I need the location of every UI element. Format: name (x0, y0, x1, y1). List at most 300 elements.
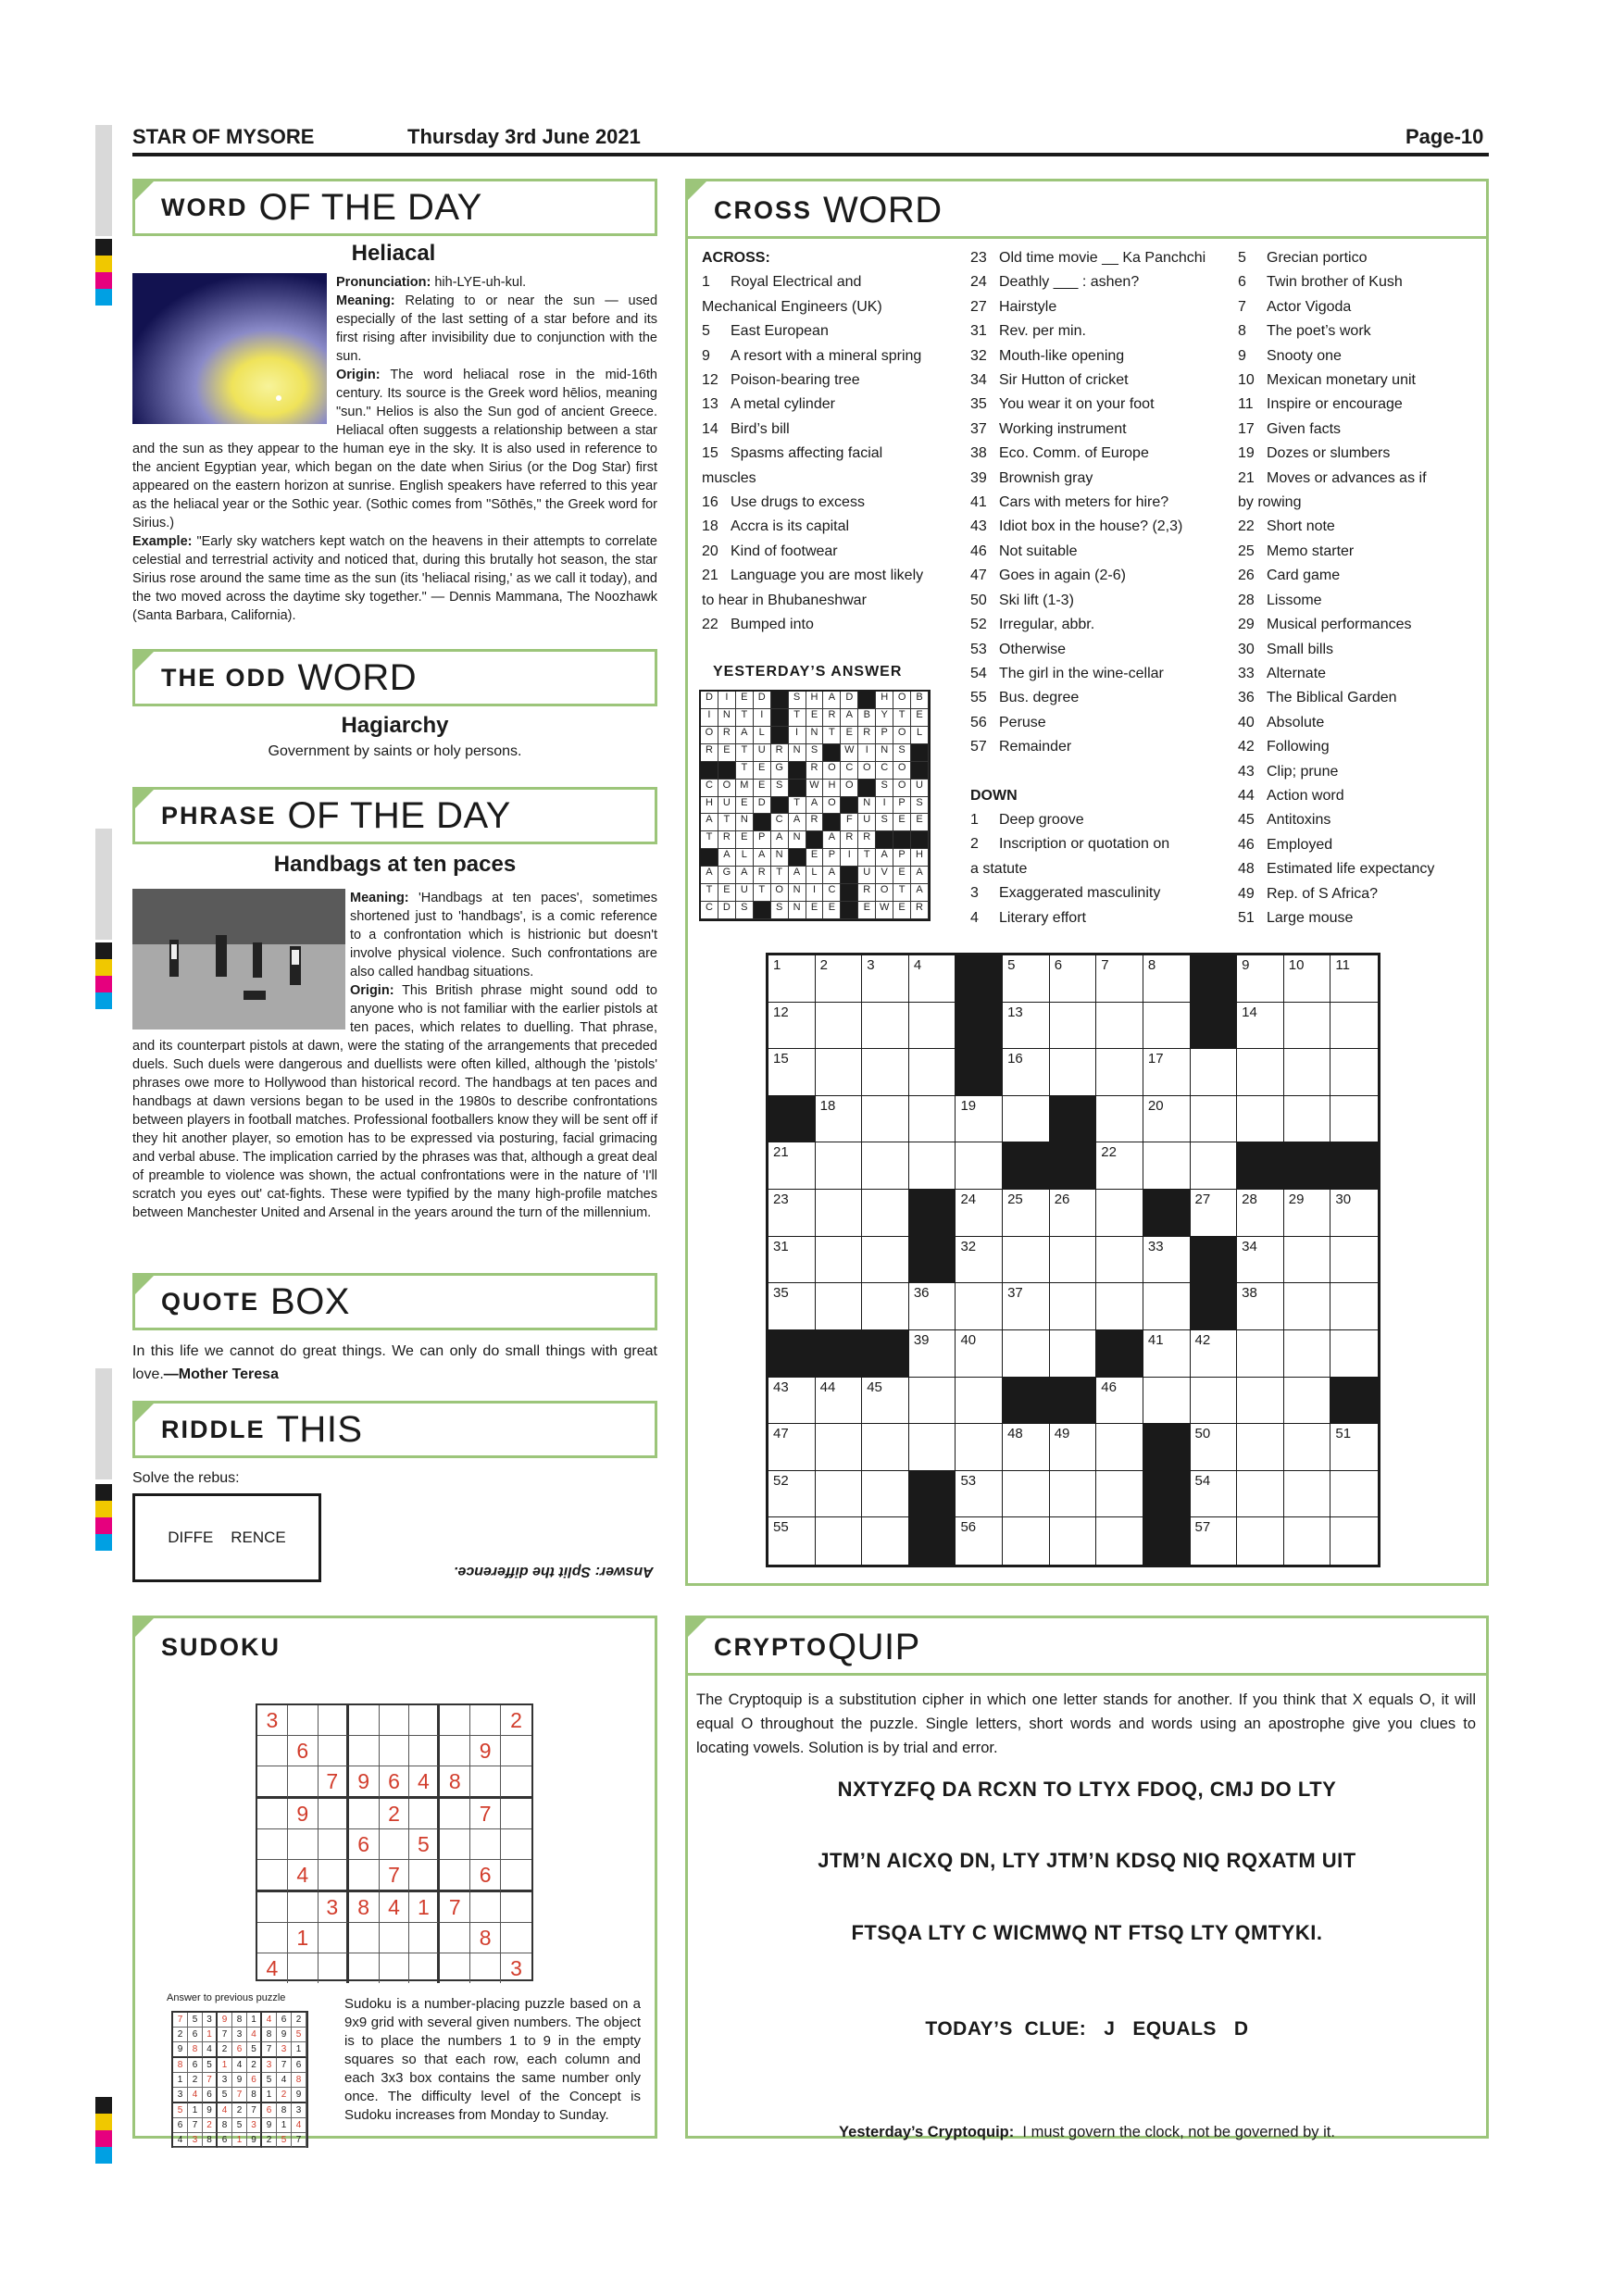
sudoku-cell[interactable]: 2 (380, 1799, 410, 1829)
crossword-cell[interactable] (1237, 1330, 1284, 1378)
crossword-cell[interactable]: 24 (956, 1190, 1003, 1237)
crossword-cell[interactable]: 6 (1050, 955, 1097, 1003)
sudoku-cell[interactable] (470, 1766, 501, 1799)
answer-cell: R (806, 814, 824, 831)
crossword-cell[interactable] (909, 1003, 956, 1050)
clue-number: 40 (1238, 714, 1255, 730)
crossword-cell[interactable]: 9 (1237, 955, 1284, 1003)
crossword-cell[interactable] (909, 1142, 956, 1190)
black-square (789, 780, 806, 797)
clue-number: 21 (1238, 469, 1255, 486)
sudoku-cell[interactable] (257, 1923, 288, 1953)
sudoku-cell[interactable] (501, 1829, 531, 1860)
clue-text: Grecian portico (1267, 250, 1368, 266)
crossword-cell[interactable] (909, 1424, 956, 1471)
crossword-cell[interactable] (816, 1049, 863, 1096)
black-square (1284, 1142, 1331, 1190)
answer-cell: E (823, 902, 841, 919)
clue-item (970, 686, 1239, 710)
crossword-cell[interactable]: 35 (768, 1283, 816, 1330)
sudoku-cell[interactable]: 8 (440, 1766, 470, 1799)
sudoku-cell[interactable] (501, 1766, 531, 1799)
crossword-cell[interactable] (956, 1378, 1003, 1425)
crossword-cell[interactable]: 49 (1050, 1424, 1097, 1471)
crossword-cell[interactable]: 16 (1003, 1049, 1050, 1096)
sudoku-cell[interactable]: 6 (470, 1860, 501, 1892)
crossword-cell[interactable] (909, 1096, 956, 1143)
crossword-cell[interactable] (1096, 1190, 1143, 1237)
crossword-cell[interactable] (1003, 1330, 1050, 1378)
crossword-cell[interactable] (816, 1424, 863, 1471)
crossword-cell[interactable] (956, 1283, 1003, 1330)
sudoku-cell[interactable]: 9 (288, 1799, 319, 1829)
sudoku-cell[interactable] (440, 1860, 470, 1892)
sudoku-cell[interactable] (319, 1860, 349, 1892)
sudoku-cell[interactable] (288, 1829, 319, 1860)
answer-cell: E (911, 814, 929, 831)
clue-number: 11 (1238, 396, 1254, 413)
clue-item (970, 515, 1239, 539)
crossword-cell[interactable] (1096, 1096, 1143, 1143)
sudoku-cell[interactable] (288, 1892, 319, 1923)
crossword-cell[interactable]: 42 (1191, 1330, 1238, 1378)
crossword-cell[interactable] (816, 1517, 863, 1565)
crossword-cell[interactable] (1143, 1003, 1191, 1050)
sudoku-cell[interactable] (501, 1892, 531, 1923)
sudoku-cell[interactable] (440, 1923, 470, 1953)
crossword-cell[interactable] (862, 1471, 909, 1518)
answer-cell: R (754, 867, 771, 884)
crossword-cell[interactable] (1330, 1517, 1378, 1565)
sudoku-cell[interactable]: 3 (319, 1892, 349, 1923)
sudoku-cell[interactable]: 1 (288, 1923, 319, 1953)
crossword-cell[interactable]: 20 (1143, 1096, 1191, 1143)
crossword-cell[interactable] (862, 1142, 909, 1190)
sudoku-cell[interactable]: 4 (380, 1892, 410, 1923)
previous-sudoku-cell: 2 (203, 2118, 218, 2133)
sudoku-cell[interactable] (257, 1829, 288, 1860)
crossword-cell[interactable]: 45 (862, 1378, 909, 1425)
crossword-cell[interactable]: 44 (816, 1378, 863, 1425)
sudoku-cell[interactable] (319, 1705, 349, 1736)
crossword-cell[interactable]: 32 (956, 1237, 1003, 1284)
crossword-cell[interactable]: 39 (909, 1330, 956, 1378)
crossword-cell[interactable] (1237, 1096, 1284, 1143)
crossword-cell[interactable] (1050, 1471, 1097, 1518)
crossword-cell[interactable] (1050, 1330, 1097, 1378)
crossword-cell[interactable]: 40 (956, 1330, 1003, 1378)
registration-marks (95, 239, 112, 306)
sudoku-cell[interactable] (440, 1736, 470, 1766)
cryptoquip-line-3: FTSQA LTY C WICMWQ NT FTSQ LTY QMTYKI. (851, 1921, 1323, 1944)
sudoku-cell[interactable]: 6 (380, 1766, 410, 1799)
crossword-cell[interactable]: 57 (1191, 1517, 1238, 1565)
sudoku-cell[interactable] (501, 1923, 531, 1953)
crossword-cell[interactable] (1143, 1378, 1191, 1425)
black-square (701, 762, 718, 780)
black-square (718, 762, 736, 780)
crossword-cell[interactable]: 5 (1003, 955, 1050, 1003)
sudoku-cell[interactable] (319, 1799, 349, 1829)
crossword-cell[interactable]: 47 (768, 1424, 816, 1471)
black-square (771, 692, 789, 709)
sudoku-cell[interactable] (349, 1705, 380, 1736)
crossword-cell[interactable]: 22 (1096, 1142, 1143, 1190)
crossword-cell[interactable]: 14 (1237, 1003, 1284, 1050)
sudoku-cell[interactable] (470, 1892, 501, 1923)
black-square (806, 831, 824, 849)
sudoku-cell[interactable] (257, 1766, 288, 1799)
sudoku-cell[interactable] (501, 1799, 531, 1829)
crossword-cell[interactable] (956, 1142, 1003, 1190)
answer-cell: N (718, 709, 736, 727)
answer-cell: E (858, 902, 876, 919)
crossword-cell[interactable] (1050, 1517, 1097, 1565)
black-square (909, 1190, 956, 1237)
black-square (754, 814, 771, 831)
answer-cell: M (736, 780, 754, 797)
registration-marks (95, 1484, 112, 1551)
crossword-cell[interactable] (1096, 1237, 1143, 1284)
crossword-cell[interactable] (1096, 1283, 1143, 1330)
sudoku-cell[interactable] (349, 1736, 380, 1766)
crossword-cell[interactable]: 1 (768, 955, 816, 1003)
sudoku-cell[interactable] (470, 1705, 501, 1736)
crossword-cell[interactable]: 3 (862, 955, 909, 1003)
crossword-cell[interactable]: 51 (1330, 1424, 1378, 1471)
clue-number: 44 (1238, 787, 1255, 804)
crossword-cell[interactable] (1284, 1049, 1331, 1096)
crossword-cell[interactable]: 11 (1330, 955, 1378, 1003)
sudoku-cell[interactable] (380, 1705, 410, 1736)
crossword-cell[interactable] (816, 1190, 863, 1237)
crossword-cell[interactable] (1284, 1378, 1331, 1425)
crossword-cell[interactable]: 34 (1237, 1237, 1284, 1284)
sudoku-cell[interactable] (409, 1953, 440, 1983)
answer-cell: R (841, 831, 858, 849)
crossword-cell[interactable]: 27 (1191, 1190, 1238, 1237)
crossword-cell[interactable]: 29 (1284, 1190, 1331, 1237)
clue-number: 1 (970, 811, 979, 828)
crossword-cell[interactable] (816, 1471, 863, 1518)
sudoku-cell[interactable]: 9 (349, 1766, 380, 1799)
clue-text: Twin brother of Kush (1267, 274, 1403, 291)
sudoku-cell[interactable] (288, 1705, 319, 1736)
crossword-cell[interactable] (1330, 1330, 1378, 1378)
crossword-cell[interactable] (862, 1283, 909, 1330)
sudoku-cell[interactable]: 7 (440, 1892, 470, 1923)
crossword-cell[interactable] (1050, 1283, 1097, 1330)
crossword-cell[interactable]: 31 (768, 1237, 816, 1284)
clue-number: 48 (1238, 861, 1255, 878)
crossword-cell[interactable] (1284, 1517, 1331, 1565)
crossword-cell[interactable] (1330, 1237, 1378, 1284)
clue-item (1238, 857, 1488, 881)
crossword-cell[interactable]: 46 (1096, 1378, 1143, 1425)
crossword-cell[interactable]: 43 (768, 1378, 816, 1425)
crossword-cell[interactable] (1237, 1517, 1284, 1565)
clue-number: 13 (702, 396, 718, 413)
sudoku-cell[interactable] (319, 1736, 349, 1766)
crossword-cell[interactable]: 12 (768, 1003, 816, 1050)
crossword-cell[interactable]: 8 (1143, 955, 1191, 1003)
crossword-cell[interactable] (1191, 1096, 1238, 1143)
crossword-cell[interactable]: 25 (1003, 1190, 1050, 1237)
riddle-prompt: Solve the rebus: (132, 1470, 240, 1486)
sudoku-cell[interactable]: 6 (288, 1736, 319, 1766)
answer-cell: O (841, 780, 858, 797)
crossword-cell[interactable]: 21 (768, 1142, 816, 1190)
sudoku-cell[interactable]: 4 (257, 1953, 288, 1983)
crossword-cell[interactable] (862, 1190, 909, 1237)
crossword-cell[interactable] (956, 1424, 1003, 1471)
crossword-cell[interactable]: 41 (1143, 1330, 1191, 1378)
sudoku-cell[interactable] (257, 1799, 288, 1829)
answer-cell: O (893, 762, 911, 780)
crossword-cell[interactable]: 2 (816, 955, 863, 1003)
sudoku-cell[interactable]: 7 (319, 1766, 349, 1799)
sudoku-cell[interactable] (440, 1705, 470, 1736)
clue-number: 36 (1238, 690, 1255, 706)
sudoku-cell[interactable]: 7 (470, 1799, 501, 1829)
sudoku-cell[interactable] (380, 1829, 410, 1860)
crossword-cell[interactable] (1330, 1471, 1378, 1518)
sudoku-cell[interactable] (349, 1923, 380, 1953)
crossword-cell[interactable] (1096, 1049, 1143, 1096)
crossword-cell[interactable] (1096, 1424, 1143, 1471)
sudoku-cell[interactable] (409, 1736, 440, 1766)
sudoku-cell[interactable]: 8 (349, 1892, 380, 1923)
crossword-cell[interactable]: 50 (1191, 1424, 1238, 1471)
sudoku-cell[interactable] (257, 1860, 288, 1892)
sudoku-cell[interactable]: 1 (409, 1892, 440, 1923)
crossword-cell[interactable]: 37 (1003, 1283, 1050, 1330)
crossword-cell[interactable] (816, 1003, 863, 1050)
crossword-cell[interactable] (1050, 1237, 1097, 1284)
crossword-cell[interactable] (1284, 1283, 1331, 1330)
black-square (876, 831, 893, 849)
clue-number: 26 (1238, 568, 1255, 584)
clue-text: Working instrument (999, 420, 1127, 437)
crossword-cell[interactable] (862, 1237, 909, 1284)
crossword-cell[interactable] (1003, 1517, 1050, 1565)
crossword-cell[interactable]: 10 (1284, 955, 1331, 1003)
sudoku-cell[interactable] (380, 1953, 410, 1983)
crossword-cell[interactable] (1330, 1283, 1378, 1330)
crossword-cell[interactable]: 53 (956, 1471, 1003, 1518)
sudoku-cell[interactable]: 4 (288, 1860, 319, 1892)
crossword-cell[interactable]: 38 (1237, 1283, 1284, 1330)
crossword-cell[interactable] (1191, 1378, 1238, 1425)
previous-sudoku-cell: 5 (218, 2088, 232, 2103)
crossword-cell[interactable]: 23 (768, 1190, 816, 1237)
crossword-cell[interactable] (1284, 1237, 1331, 1284)
crossword-cell[interactable] (1330, 1096, 1378, 1143)
sudoku-cell[interactable] (440, 1799, 470, 1829)
crossword-cell[interactable]: 52 (768, 1471, 816, 1518)
answer-cell: O (893, 692, 911, 709)
sudoku-cell[interactable] (409, 1860, 440, 1892)
answer-cell: U (911, 780, 929, 797)
answer-cell: G (718, 867, 736, 884)
crossword-cell[interactable]: 48 (1003, 1424, 1050, 1471)
clue-number: 17 (1238, 420, 1255, 437)
crossword-cell[interactable]: 28 (1237, 1190, 1284, 1237)
crossword-cell[interactable]: 4 (909, 955, 956, 1003)
sudoku-cell[interactable]: 9 (470, 1736, 501, 1766)
word-of-day-header: WORD OF THE DAY (132, 179, 657, 236)
crossword-cell[interactable] (862, 1424, 909, 1471)
crossword-cell[interactable] (862, 1049, 909, 1096)
crossword-cell[interactable] (816, 1237, 863, 1284)
sudoku-cell[interactable]: 3 (510, 1956, 522, 1980)
answer-cell: A (736, 867, 754, 884)
sudoku-cell[interactable] (349, 1799, 380, 1829)
answer-cell: R (823, 709, 841, 727)
crossword-cell[interactable] (1237, 1424, 1284, 1471)
sudoku-cell[interactable] (319, 1923, 349, 1953)
crossword-cell[interactable]: 55 (768, 1517, 816, 1565)
sudoku-cell[interactable] (257, 1892, 288, 1923)
sudoku-cell[interactable]: 8 (470, 1923, 501, 1953)
crossword-cell[interactable] (862, 1003, 909, 1050)
crossword-cell[interactable]: 7 (1096, 955, 1143, 1003)
answer-cell: I (858, 744, 876, 762)
crossword-cell[interactable] (1237, 1049, 1284, 1096)
black-square (1003, 1142, 1050, 1190)
crossword-cell[interactable]: 26 (1050, 1190, 1097, 1237)
crossword-cell[interactable] (1284, 1471, 1331, 1518)
sudoku-cell[interactable] (409, 1799, 440, 1829)
clue-number: 46 (970, 543, 987, 559)
sudoku-cell[interactable] (380, 1736, 410, 1766)
crossword-cell[interactable]: 30 (1330, 1190, 1378, 1237)
crossword-cell[interactable]: 33 (1143, 1237, 1191, 1284)
crossword-cell[interactable]: 56 (956, 1517, 1003, 1565)
sudoku-cell[interactable]: 6 (349, 1829, 380, 1860)
previous-sudoku-cell: 1 (262, 2088, 277, 2103)
crossword-cell[interactable] (1284, 1330, 1331, 1378)
crossword-cell[interactable] (1143, 1142, 1191, 1190)
crossword-cell[interactable]: 54 (1191, 1471, 1238, 1518)
crossword-cell[interactable] (1330, 1049, 1378, 1096)
sudoku-cell[interactable] (349, 1860, 380, 1892)
crossword-cell[interactable] (909, 1378, 956, 1425)
sudoku-cell[interactable] (319, 1829, 349, 1860)
sudoku-cell[interactable] (319, 1953, 349, 1983)
sudoku-grid[interactable] (256, 1703, 533, 1981)
sudoku-cell[interactable] (470, 1953, 501, 1983)
clue-item (1238, 784, 1488, 808)
clue-item (1238, 442, 1488, 466)
sudoku-cell[interactable] (440, 1829, 470, 1860)
clue-item (702, 564, 970, 588)
crossword-cell[interactable] (1284, 1424, 1331, 1471)
sudoku-cell[interactable] (349, 1953, 380, 1983)
answer-cell: T (823, 727, 841, 744)
crossword-cell[interactable] (1191, 1049, 1238, 1096)
answer-cell: I (789, 727, 806, 744)
crossword-cell[interactable]: 36 (909, 1283, 956, 1330)
previous-sudoku-cell: 7 (218, 2028, 232, 2042)
sudoku-cell[interactable] (470, 1829, 501, 1860)
answer-cell: L (754, 727, 771, 744)
registration-bar (95, 1368, 112, 1479)
crossword-cell[interactable] (1096, 1517, 1143, 1565)
crossword-cell[interactable] (862, 1517, 909, 1565)
clue-number: 23 (970, 250, 987, 266)
clue-number: 54 (970, 665, 987, 681)
crossword-cell[interactable] (816, 1283, 863, 1330)
sudoku-cell[interactable]: 7 (380, 1860, 410, 1892)
crossword-cell[interactable] (1237, 1471, 1284, 1518)
crossword-cell[interactable] (909, 1049, 956, 1096)
crossword-cell[interactable] (1050, 1003, 1097, 1050)
crossword-cell[interactable] (1096, 1003, 1143, 1050)
crossword-cell[interactable] (1284, 1003, 1331, 1050)
black-square (771, 727, 789, 744)
clue-text: Card game (1267, 568, 1341, 584)
clue-number: 45 (1238, 812, 1255, 829)
crossword-cell[interactable]: 13 (1003, 1003, 1050, 1050)
sudoku-cell[interactable] (288, 1766, 319, 1799)
sudoku-cell[interactable]: 5 (409, 1829, 440, 1860)
clue-text: Irregular, abbr. (999, 617, 1095, 633)
sudoku-cell[interactable]: 2 (501, 1705, 531, 1736)
clue-item (970, 418, 1239, 442)
clue-number: 31 (970, 323, 987, 340)
previous-sudoku-cell: 3 (262, 2058, 277, 2073)
previous-sudoku-cell: 2 (232, 2103, 247, 2118)
previous-sudoku-cell: 4 (188, 2088, 203, 2103)
crossword-cell[interactable] (1003, 1471, 1050, 1518)
registration-bar (95, 829, 112, 940)
crossword-cell[interactable]: 19 (956, 1096, 1003, 1143)
crossword-cell[interactable] (1003, 1237, 1050, 1284)
crossword-cell[interactable] (1284, 1096, 1331, 1143)
crossword-cell[interactable] (1237, 1378, 1284, 1425)
sudoku-cell[interactable]: 4 (409, 1766, 440, 1799)
crossword-cell[interactable] (862, 1096, 909, 1143)
previous-sudoku-cell: 9 (292, 2088, 306, 2103)
sudoku-cell[interactable] (409, 1705, 440, 1736)
sudoku-cell[interactable] (409, 1923, 440, 1953)
sudoku-cell[interactable]: 3 (257, 1705, 288, 1736)
previous-sudoku-cell: 2 (292, 2013, 306, 2028)
crossword-cell[interactable]: 17 (1143, 1049, 1191, 1096)
crossword-cell[interactable] (1050, 1049, 1097, 1096)
crossword-cell[interactable] (1191, 1142, 1238, 1190)
crossword-cell[interactable] (1330, 1003, 1378, 1050)
answer-cell: H (876, 692, 893, 709)
sudoku-cell[interactable] (501, 1736, 531, 1766)
sudoku-cell[interactable] (288, 1953, 319, 1983)
clue-item (970, 368, 1239, 393)
clue-item (1238, 833, 1488, 857)
previous-sudoku-cell: 4 (247, 2028, 262, 2042)
crossword-grid[interactable] (766, 953, 1380, 1567)
sudoku-cell[interactable] (380, 1923, 410, 1953)
crossword-cell[interactable] (1003, 1096, 1050, 1143)
sudoku-cell[interactable] (257, 1736, 288, 1766)
crossword-cell[interactable]: 18 (816, 1096, 863, 1143)
sudoku-cell[interactable] (501, 1860, 531, 1892)
crossword-cell[interactable] (1143, 1283, 1191, 1330)
sudoku-cell[interactable] (440, 1953, 470, 1983)
crossword-cell[interactable] (816, 1142, 863, 1190)
crossword-cell[interactable]: 15 (768, 1049, 816, 1096)
crossword-cell[interactable] (1096, 1471, 1143, 1518)
